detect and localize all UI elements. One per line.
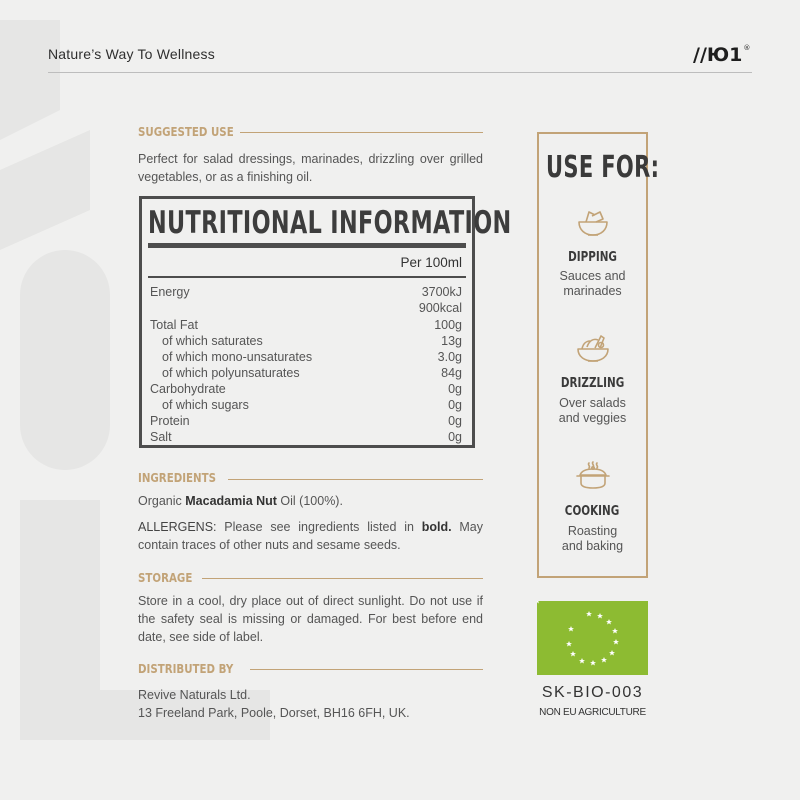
use-label-cooking: COOKING [565, 504, 620, 519]
nutrition-table [139, 196, 512, 448]
brand-logo: //Ю1® [693, 44, 751, 66]
use-for-title: USE FOR: [546, 150, 660, 185]
nutrition-row: of which polyunsaturates 84g [162, 366, 462, 380]
nutrition-row: Protein 0g [150, 414, 462, 428]
distributor-name: Revive Naturals Ltd. [138, 688, 251, 702]
nutrition-title: NUTRITIONAL INFORMATION [148, 205, 512, 241]
certification-note: NON EU AGRICULTURE [539, 707, 646, 718]
distributed-rule [250, 669, 483, 670]
certification-code: SK-BIO-003 [541, 684, 644, 701]
allergens-text: ALLERGENS: Please see ingredients listed in bold. May contain traces of other nuts and sesame seeds. [138, 520, 483, 552]
cooking-pot-icon [575, 457, 611, 493]
storage-text: Store in a cool, dry place out of direct sunlight. Do not use if the safety seal is missing or damaged. For best before end date, see side of label. [138, 594, 483, 644]
use-label-drizzling: DRIZZLING [560, 376, 625, 391]
ingredients-rule [228, 479, 483, 480]
distributed-heading: DISTRIBUTED BY [138, 661, 234, 676]
nutrition-row: Energy 3700kJ [150, 285, 462, 299]
nutrition-row: Total Fat 100g [150, 318, 462, 332]
suggested-use-text: Perfect for salad dressings, marinades, drizzling over grilled vegetables, or as a finishing oil. [138, 152, 483, 184]
distributor-address: 13 Freeland Park, Poole, Dorset, BH16 6FH, UK. [138, 706, 410, 720]
nutrition-thick-rule [148, 243, 466, 248]
nutrition-row: of which sugars 0g [162, 398, 462, 412]
use-label-dipping: DIPPING [568, 250, 617, 265]
ingredients-text: Organic Macadamia Nut Oil (100%). [138, 494, 343, 508]
nutrition-per: Per 100ml [400, 255, 462, 270]
header-tagline: Nature’s Way To Wellness [48, 46, 215, 62]
nutrition-row: of which mono-unsaturates 3.0g [162, 350, 462, 364]
nutrition-row: Salt 0g [150, 430, 462, 444]
dipping-bowl-icon [575, 204, 611, 240]
ingredients-heading: INGREDIENTS [138, 470, 216, 485]
suggested-use-heading: SUGGESTED USE [138, 124, 234, 139]
nutrition-row: of which saturates 13g [162, 334, 462, 348]
storage-rule [202, 578, 483, 579]
nutrition-thin-rule [148, 276, 466, 278]
storage-heading: STORAGE [138, 570, 193, 585]
salad-bowl-icon [575, 330, 611, 366]
use-desc-dipping: Sauces and marinades [559, 269, 626, 298]
nutrition-row: 900kcal [418, 301, 462, 315]
use-desc-drizzling: Over salads and veggies [558, 396, 627, 425]
use-desc-cooking: Roasting and baking [561, 524, 624, 553]
use-for-panel [537, 132, 660, 578]
nutrition-row: Carbohydrate 0g [150, 382, 462, 396]
header-divider [48, 72, 752, 73]
suggested-use-rule [240, 132, 483, 133]
eu-organic-leaf-icon [537, 601, 648, 675]
